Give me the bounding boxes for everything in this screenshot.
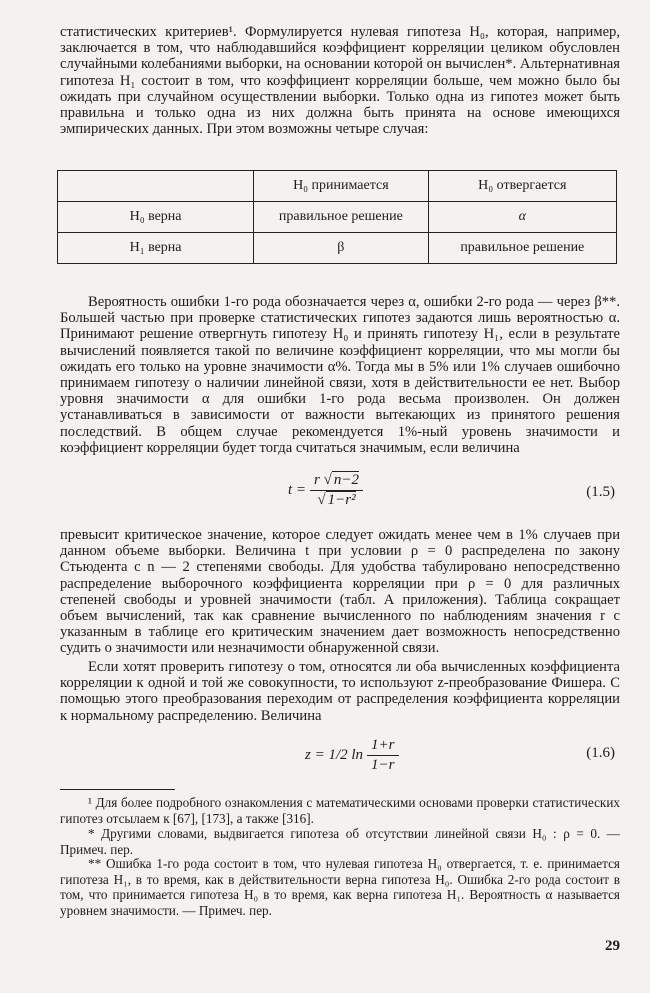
table-header-cell	[58, 171, 254, 202]
footnote-divider	[60, 789, 175, 790]
decision-table	[57, 170, 617, 264]
formula-num-sqrt: n−2	[333, 472, 359, 488]
table-header-row	[58, 171, 617, 202]
footnote-star: * Другими словами, выдвигается гипотеза об отсутствии линейной связи H₀ : ρ = 0. — Примеч. пер.	[60, 826, 620, 857]
equation-number: (1.6)	[586, 745, 615, 761]
formula-lhs: t =	[288, 482, 307, 498]
table-cell: правильное решение	[428, 233, 616, 264]
table-cell: α	[428, 202, 616, 233]
formula-fraction	[367, 737, 398, 774]
formula-numerator: r √ n−2	[310, 472, 363, 491]
paragraph-intro: статистических критериев¹. Формулируется нулевая гипотеза H₀, которая, например, заключается в том, что наблюдавшийся коэффициент корреляции целиком обусловлен случайными колебаниями выборки, на основании которой он вычислен*. Альтернативная гипотеза H₁ состоит в том, что коэффициент корреляции больше, чем можно было бы ожидать при случайном осуществлении выборки. Только одна из гипотез может быть правильна и только одна из них должна быть принята на основе имеющихся эмпирических данных. При этом возможны четыре случая:	[60, 24, 620, 138]
formula-numerator: 1+r	[367, 737, 398, 756]
paragraph-fisher: Если хотят проверить гипотезу о том, относятся ли оба вычисленных коэффициента корреляции к одной и той же совокупности, то используют z-преобразование Фишера. С помощью этого преобразования переходим от распределения коэффициента корреляции к нормальному распределению. Величина	[60, 659, 620, 724]
table-cell: правильное решение	[254, 202, 428, 233]
table-cell: H₁ верна	[58, 233, 254, 264]
table-header-cell: H₀ принимается	[254, 171, 428, 202]
formula-r: r	[314, 472, 320, 488]
formula-denominator: √ 1−r²	[317, 492, 356, 508]
formula-den-sqrt: 1−r²	[327, 492, 356, 508]
paragraph-student: превысит критическое значение, которое следует ожидать менее чем в 1% случаев при данном объеме выборки. Величина t при условии ρ = 0 распределена по закону Стьюдента с n — 2 степенями свободы. Для удобства табулировано непосредственно распределение выборочного коэффициента корреляции при ρ = 0 для различных степеней свободы и уровней значимости (табл. А приложения). Таблица сокращает объем вычислений, так как сравнение вычисленного по наблюдениям значения r с указанным в таблице его критическим значением дает возможность непосредственно судить о значимости или незначимости обнаруженной связи.	[60, 527, 620, 657]
table-row	[58, 202, 617, 233]
table-header-cell: H₀ отвергается	[428, 171, 616, 202]
page-number: 29	[605, 938, 620, 954]
footnote-double-star: ** Ошибка 1-го рода состоит в том, что нулевая гипотеза H₀ отвергается, т. е. принимается гипотеза H₁, в то время, как в действительности верна гипотеза H₀. Ошибка 2-го рода состоит в том, что принимается гипотеза H₀ в то время, как верна гипотеза H₁. Вероятность α называется уровнем значимости. — Примеч. пер.	[60, 856, 620, 918]
table-cell: H₀ верна	[58, 202, 254, 233]
equation-number: (1.5)	[586, 484, 615, 500]
footnote-1: ¹ Для более подробного ознакомления с математическими основами проверки статистических гипотез отсылаем к [67], [173], а также [316].	[60, 795, 620, 826]
table-cell: β	[254, 233, 428, 264]
formula-fraction	[310, 472, 363, 509]
formula-lhs: z = 1/2 ln	[305, 747, 364, 763]
formula-denominator: 1−r	[371, 757, 395, 773]
table-row	[58, 233, 617, 264]
paragraph-error-types: Вероятность ошибки 1-го рода обозначается через α, ошибки 2-го рода — через β**. Большей частью при проверке статистических гипотез задаются лишь вероятностью α. Принимают решение отвергнуть гипотезу H₀ и принять гипотезу H₁, если в результате вычислений появляется такой по величине коэффициент корреляции, что мы могли бы ожидать его только на уровне значимости α%. Тогда мы в 5% или 1% случаев ошибочно принимаем гипотезу о наличии линейной связи, хотя в действительности ее нет. Выбор уровня значимости α для ошибки 1-го рода весьма произволен. Он должен устанавливаться в зависимости от важности вытекающих из принятого решения последствий. В общем случае рекомендуется 1%-ный уровень значимости и коэффициент корреляции будет тогда считаться значимым, если величина	[60, 294, 620, 456]
